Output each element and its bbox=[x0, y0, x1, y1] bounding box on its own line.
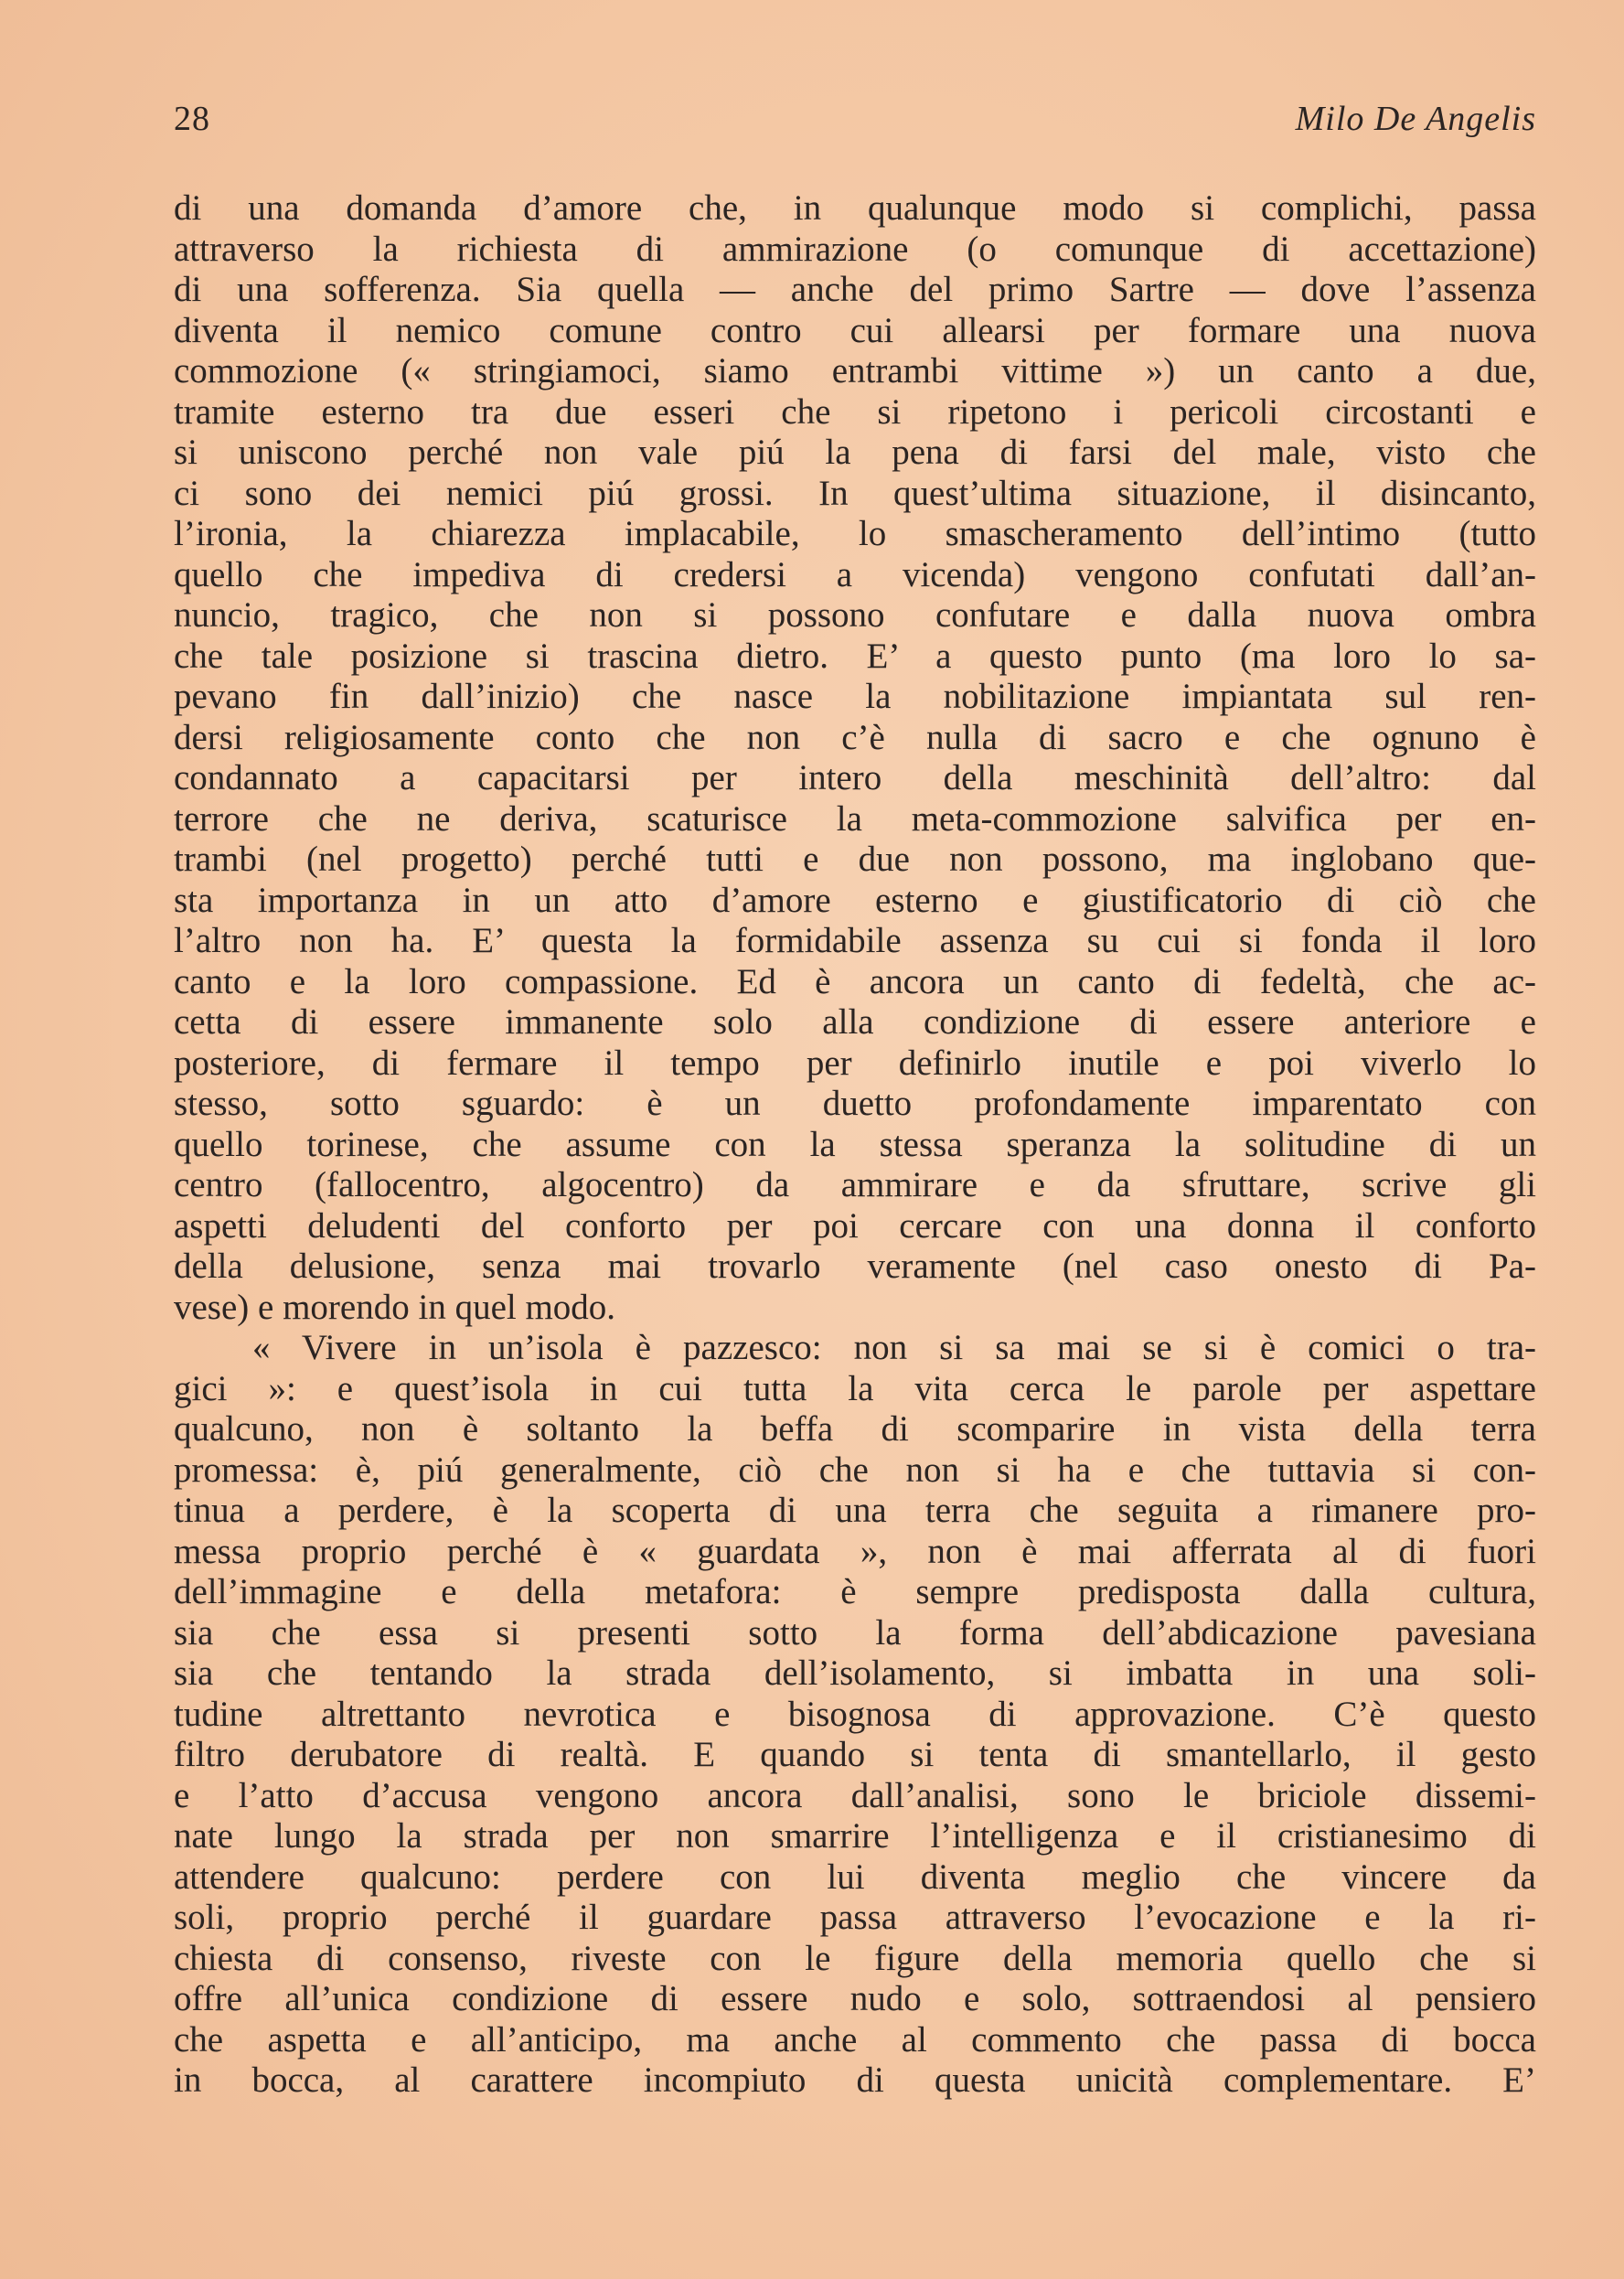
text-line: terrore che ne deriva, scaturisce la meta-commozione salvifica per en- bbox=[174, 798, 1536, 839]
text-line: l’ironia, la chiarezza implacabile, lo smascheramento dell’intimo (tutto bbox=[174, 514, 1536, 553]
page-number: 28 bbox=[174, 100, 210, 138]
text-line: di una domanda d’amore che, in qualunque modo si complichi, passa bbox=[174, 188, 1536, 228]
text-line: sia che essa si presenti sotto la forma dell’abdicazione pavesiana bbox=[174, 1612, 1536, 1653]
text-line: in bocca, al carattere incompiuto di questa unicità complementare. E’ bbox=[174, 2060, 1536, 2100]
text-line: tinua a perdere, è la scoperta di una terra che seguita a rimanere pro- bbox=[174, 1491, 1536, 1530]
text-line: soli, proprio perché il guardare passa attraverso l’evocazione e la ri- bbox=[174, 1898, 1536, 1937]
text-line: gici »: e quest’isola in cui tutta la vita cerca le parole per aspettare bbox=[174, 1368, 1536, 1408]
text-line: della delusione, senza mai trovarlo veramente (nel caso onesto di Pa- bbox=[174, 1246, 1536, 1286]
text-line: centro (fallocentro, algocentro) da ammirare e da sfruttare, scrive gli bbox=[174, 1165, 1536, 1204]
text-line: che tale posizione si trascina dietro. E’ a questo punto (ma loro lo sa- bbox=[174, 636, 1536, 676]
text-line: pevano fin dall’inizio) che nasce la nobilitazione impiantata sul ren- bbox=[174, 677, 1536, 716]
paragraph-1 bbox=[174, 188, 1536, 1328]
text-line: che aspetta e all’anticipo, ma anche al commento che passa di bocca bbox=[174, 2019, 1536, 2060]
text-line: dell’immagine e della metafora: è sempre predisposta dalla cultura, bbox=[174, 1572, 1536, 1611]
text-line: dersi religiosamente conto che non c’è nulla di sacro e che ognuno è bbox=[174, 717, 1536, 757]
text-line: messa proprio perché è « guardata », non è mai afferrata al di fuori bbox=[174, 1531, 1536, 1571]
running-head bbox=[174, 99, 1536, 144]
text-line: tudine altrettanto nevrotica e bisognosa di approvazione. C’è questo bbox=[174, 1694, 1536, 1734]
body-text bbox=[174, 188, 1536, 2102]
text-line: aspetti deludenti del conforto per poi cercare con una donna il conforto bbox=[174, 1205, 1536, 1246]
text-line: « Vivere in un’isola è pazzesco: non si sa mai se si è comici o tra- bbox=[252, 1328, 1536, 1367]
text-line: promessa: è, piú generalmente, ciò che non si ha e che tuttavia si con- bbox=[174, 1450, 1536, 1490]
text-line: sia che tentando la strada dell’isolamento, si imbatta in una soli- bbox=[174, 1653, 1536, 1693]
text-line: l’altro non ha. E’ questa la formidabile assenza su cui si fonda il loro bbox=[174, 921, 1536, 960]
text-line: qualcuno, non è soltanto la beffa di scomparire in vista della terra bbox=[174, 1409, 1536, 1449]
text-line: attendere qualcuno: perdere con lui diventa meglio che vincere da bbox=[174, 1856, 1536, 1897]
author-name: Milo De Angelis bbox=[1295, 100, 1536, 138]
paragraph-2 bbox=[174, 1328, 1536, 2102]
text-line: e l’atto d’accusa vengono ancora dall’analisi, sono le briciole dissemi- bbox=[174, 1775, 1536, 1815]
text-line: canto e la loro compassione. Ed è ancora un canto di fedeltà, che ac- bbox=[174, 961, 1536, 1001]
text-line: diventa il nemico comune contro cui allearsi per formare una nuova bbox=[174, 310, 1536, 350]
text-line: cetta di essere immanente solo alla condizione di essere anteriore e bbox=[174, 1002, 1536, 1042]
text-line: attraverso la richiesta di ammirazione (o comunque di accettazione) bbox=[174, 229, 1536, 269]
text-line: sta importanza in un atto d’amore esterno e giustificatorio di ciò che bbox=[174, 880, 1536, 920]
text-line: offre all’unica condizione di essere nudo e solo, sottraendosi al pensiero bbox=[174, 1979, 1536, 2018]
text-line: posteriore, di fermare il tempo per definirlo inutile e poi viverlo lo bbox=[174, 1043, 1536, 1083]
text-line: chiesta di consenso, riveste con le figure della memoria quello che si bbox=[174, 1938, 1536, 1978]
text-line: nuncio, tragico, che non si possono confutare e dalla nuova ombra bbox=[174, 595, 1536, 635]
text-line: commozione (« stringiamoci, siamo entrambi vittime ») un canto a due, bbox=[174, 351, 1536, 391]
text-line: quello che impediva di credersi a vicenda) vengono confutati dall’an- bbox=[174, 554, 1536, 594]
text-line: filtro derubatore di realtà. E quando si tenta di smantellarlo, il gesto bbox=[174, 1735, 1536, 1774]
text-line: tramite esterno tra due esseri che si ripetono i pericoli circostanti e bbox=[174, 391, 1536, 432]
text-line: vese) e morendo in quel modo. bbox=[174, 1287, 616, 1327]
text-line: di una sofferenza. Sia quella — anche del primo Sartre — dove l’assenza bbox=[174, 270, 1536, 309]
text-line: nate lungo la strada per non smarrire l’intelligenza e il cristianesimo di bbox=[174, 1816, 1536, 1856]
text-line: quello torinese, che assume con la stessa speranza la solitudine di un bbox=[174, 1124, 1536, 1164]
text-line: ci sono dei nemici piú grossi. In quest’ultima situazione, il disincanto, bbox=[174, 473, 1536, 513]
text-line: trambi (nel progetto) perché tutti e due non possono, ma inglobano que- bbox=[174, 840, 1536, 879]
text-line: stesso, sotto sguardo: è un duetto profondamente imparentato con bbox=[174, 1084, 1536, 1123]
text-line: si uniscono perché non vale piú la pena di farsi del male, visto che bbox=[174, 433, 1536, 472]
text-line: condannato a capacitarsi per intero della meschinità dell’altro: dal bbox=[174, 758, 1536, 797]
